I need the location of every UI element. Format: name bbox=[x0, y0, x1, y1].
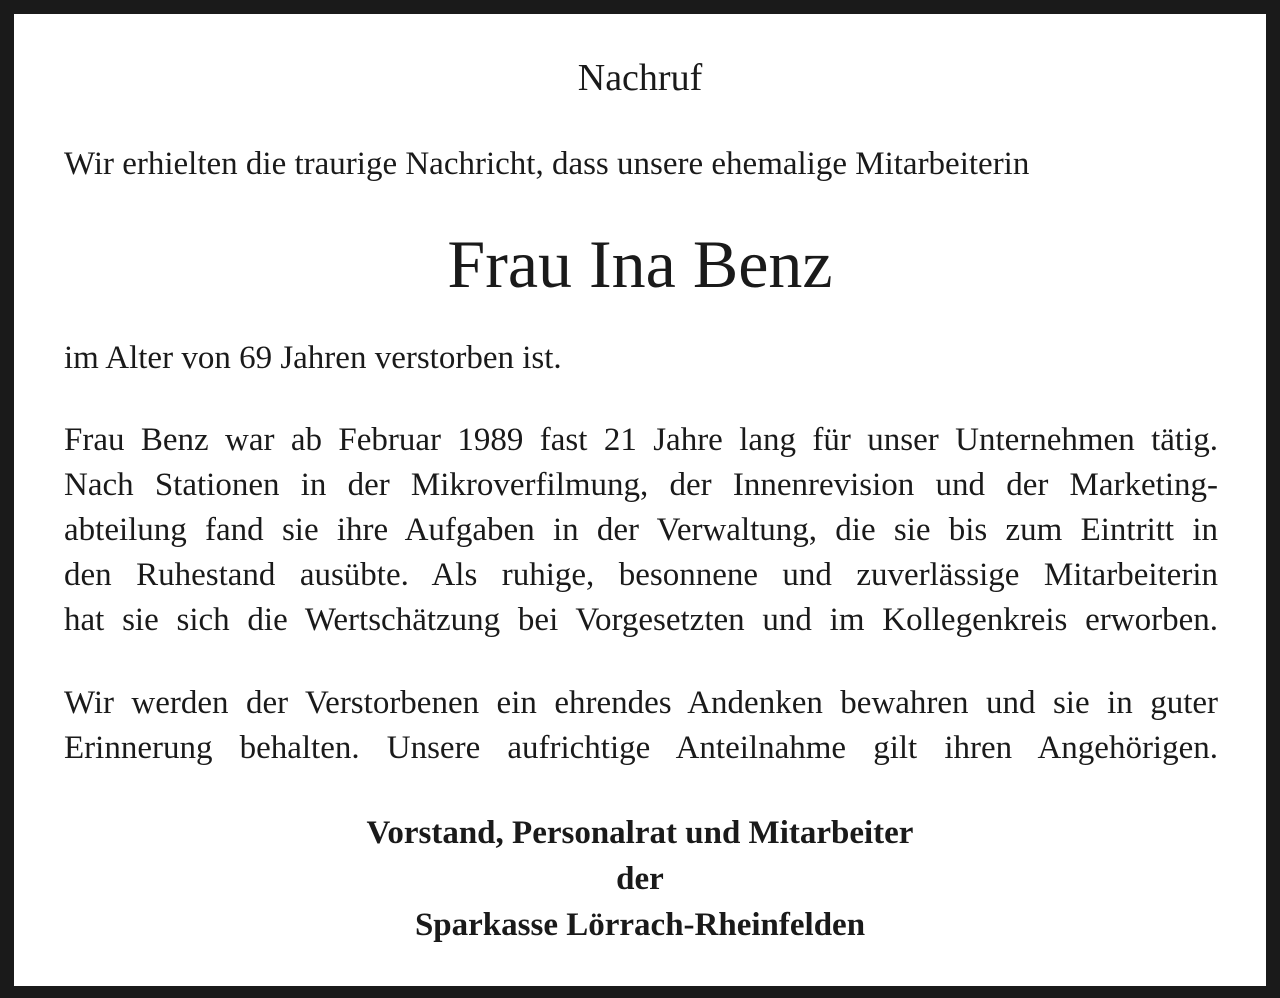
intro-text: Wir erhielten die traurige Nachricht, dass unsere ehemalige Mitarbeiterin bbox=[64, 146, 1030, 182]
career-paragraph-line: hat sie sich die Wertschätzung bei Vorgesetzten und im Kollegenkreis erworben. bbox=[64, 602, 1218, 638]
career-paragraph-line: Nach Stationen in der Mikroverfilmung, der Innenrevision und der Marketing- bbox=[64, 467, 1218, 503]
condolence-paragraph-line: Wir werden der Verstorbenen ein ehrendes Andenken bewahren und sie in guter bbox=[64, 685, 1218, 721]
condolence-paragraph-line: Erinnerung behalten. Unsere aufrichtige Anteilnahme gilt ihren Angehörigen. bbox=[64, 730, 1218, 766]
career-paragraph bbox=[64, 418, 1218, 643]
signature-line: der bbox=[616, 861, 664, 897]
career-paragraph-line: den Ruhestand ausübte. Als ruhige, besonnene und zuverlässige Mitarbeiterin bbox=[64, 557, 1218, 593]
signature-organization: Sparkasse Lörrach-Rheinfelden bbox=[414, 907, 866, 943]
career-paragraph-line: abteilung fand sie ihre Aufgaben in der Verwaltung, die sie bis zum Eintritt in bbox=[64, 512, 1218, 548]
condolence-paragraph bbox=[64, 681, 1218, 771]
signature-block bbox=[0, 810, 1280, 948]
deceased-name: Frau Ina Benz bbox=[447, 226, 833, 302]
age-text: im Alter von 69 Jahren verstorben ist. bbox=[64, 340, 562, 376]
signature-line: Vorstand, Personalrat und Mitarbeiter bbox=[366, 815, 914, 851]
notice-heading: Nachruf bbox=[577, 57, 703, 99]
career-paragraph-line: Frau Benz war ab Februar 1989 fast 21 Jahre lang für unser Unternehmen tätig. bbox=[64, 422, 1218, 458]
